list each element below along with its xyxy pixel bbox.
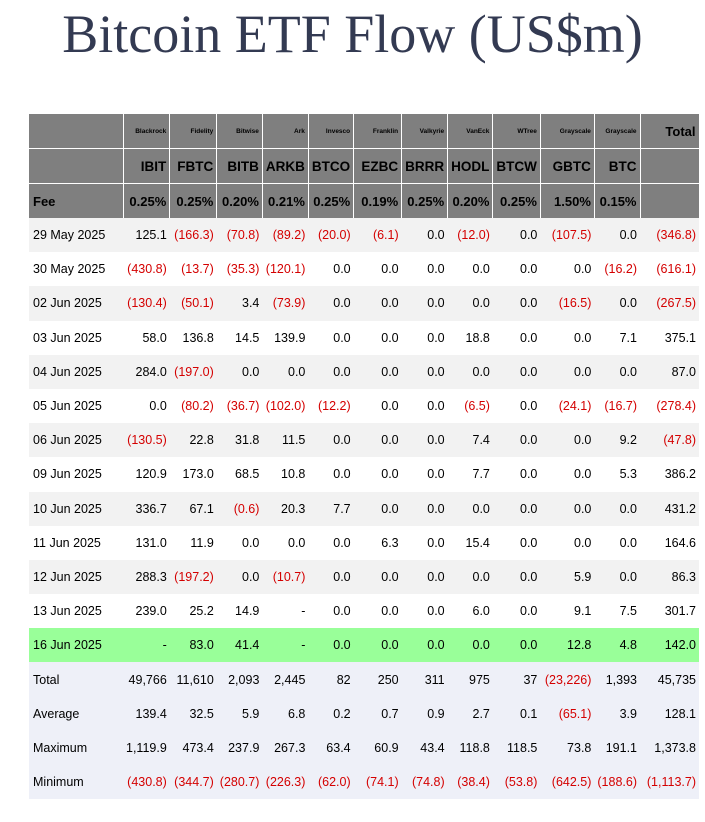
row-total-cell: 431.2: [640, 492, 699, 526]
flow-cell: 0.0: [262, 526, 308, 560]
flow-cell: -: [262, 628, 308, 662]
flow-cell: -: [262, 594, 308, 628]
fee-value: 0.20%: [448, 184, 493, 219]
ticker-total-cell: [640, 149, 699, 184]
summary-cell: (74.1): [354, 765, 402, 799]
flow-cell: 0.0: [493, 355, 541, 389]
table-row: [29, 457, 699, 491]
ticker-symbol: EZBC: [354, 149, 402, 184]
fee-value: 0.25%: [402, 184, 448, 219]
summary-cell: 2,093: [217, 662, 263, 696]
summary-cell: 63.4: [308, 731, 353, 765]
flow-cell: 7.7: [448, 457, 493, 491]
issuer-name: Invesco: [308, 114, 353, 149]
flow-cell: 0.0: [594, 218, 640, 252]
flow-cell: 0.0: [308, 560, 353, 594]
row-total-cell: 164.6: [640, 526, 699, 560]
flow-cell: 0.0: [402, 218, 448, 252]
summary-cell: 0.7: [354, 697, 402, 731]
flow-cell: 0.0: [123, 389, 170, 423]
flow-cell: (130.4): [123, 286, 170, 320]
row-total-cell: (47.8): [640, 423, 699, 457]
flow-cell: (24.1): [540, 389, 594, 423]
summary-row: [29, 662, 699, 696]
ticker-symbol: BITB: [217, 149, 263, 184]
row-date: 12 Jun 2025: [29, 560, 123, 594]
flow-cell: 0.0: [493, 252, 541, 286]
flow-cell: 125.1: [123, 218, 170, 252]
etf-flow-table: [29, 114, 700, 799]
flow-cell: (430.8): [123, 252, 170, 286]
header-corner-cell: [29, 114, 123, 149]
ticker-symbol: BTCW: [493, 149, 541, 184]
flow-cell: 0.0: [262, 355, 308, 389]
summary-cell: 82: [308, 662, 353, 696]
row-date: 06 Jun 2025: [29, 423, 123, 457]
flow-cell: 6.0: [448, 594, 493, 628]
flow-cell: (12.0): [448, 218, 493, 252]
summary-cell: (62.0): [308, 765, 353, 799]
summary-cell: 73.8: [540, 731, 594, 765]
flow-cell: 0.0: [354, 389, 402, 423]
flow-cell: 120.9: [123, 457, 170, 491]
flow-cell: 0.0: [308, 321, 353, 355]
flow-cell: 0.0: [448, 252, 493, 286]
issuer-name: VanEck: [448, 114, 493, 149]
summary-cell: (1,113.7): [640, 765, 699, 799]
ticker-symbol: BRRR: [402, 149, 448, 184]
summary-cell: 5.9: [217, 697, 263, 731]
row-total-cell: 301.7: [640, 594, 699, 628]
flow-cell: 0.0: [540, 457, 594, 491]
summary-cell: 118.8: [448, 731, 493, 765]
summary-cell: (65.1): [540, 697, 594, 731]
flow-cell: (166.3): [170, 218, 217, 252]
row-total-cell: 142.0: [640, 628, 699, 662]
ticker-symbol: BTCO: [308, 149, 353, 184]
flow-cell: 15.4: [448, 526, 493, 560]
flow-cell: 0.0: [594, 286, 640, 320]
summary-cell: 975: [448, 662, 493, 696]
flow-cell: 0.0: [402, 457, 448, 491]
summary-cell: 267.3: [262, 731, 308, 765]
flow-cell: 0.0: [493, 457, 541, 491]
summary-cell: 43.4: [402, 731, 448, 765]
row-date: 02 Jun 2025: [29, 286, 123, 320]
flow-cell: (70.8): [217, 218, 263, 252]
summary-cell: 45,735: [640, 662, 699, 696]
flow-cell: (73.9): [262, 286, 308, 320]
row-date: 16 Jun 2025: [29, 628, 123, 662]
flow-cell: 18.8: [448, 321, 493, 355]
flow-cell: 12.8: [540, 628, 594, 662]
table-row: [29, 423, 699, 457]
issuer-name: Bitwise: [217, 114, 263, 149]
flow-cell: (6.1): [354, 218, 402, 252]
flow-cell: 0.0: [402, 423, 448, 457]
summary-cell: 191.1: [594, 731, 640, 765]
summary-cell: 0.1: [493, 697, 541, 731]
summary-cell: 128.1: [640, 697, 699, 731]
table-row: [29, 218, 699, 252]
flow-cell: 14.5: [217, 321, 263, 355]
flow-cell: (50.1): [170, 286, 217, 320]
flow-cell: 7.5: [594, 594, 640, 628]
row-date: 29 May 2025: [29, 218, 123, 252]
flow-cell: 0.0: [354, 321, 402, 355]
flow-cell: 0.0: [493, 526, 541, 560]
flow-cell: 0.0: [308, 252, 353, 286]
flow-cell: 0.0: [308, 423, 353, 457]
flow-cell: 5.9: [540, 560, 594, 594]
flow-cell: 0.0: [402, 389, 448, 423]
summary-cell: 6.8: [262, 697, 308, 731]
summary-cell: 0.2: [308, 697, 353, 731]
flow-cell: (107.5): [540, 218, 594, 252]
flow-cell: 0.0: [354, 423, 402, 457]
summary-label: Minimum: [29, 765, 123, 799]
flow-cell: (35.3): [217, 252, 263, 286]
summary-cell: 2.7: [448, 697, 493, 731]
summary-cell: (188.6): [594, 765, 640, 799]
summary-cell: 1,373.8: [640, 731, 699, 765]
flow-cell: 131.0: [123, 526, 170, 560]
flow-cell: 239.0: [123, 594, 170, 628]
flow-cell: (0.6): [217, 492, 263, 526]
fee-value: 0.21%: [262, 184, 308, 219]
flow-cell: 7.7: [308, 492, 353, 526]
flow-cell: 0.0: [402, 526, 448, 560]
flow-cell: (36.7): [217, 389, 263, 423]
flow-cell: 4.8: [594, 628, 640, 662]
flow-cell: 0.0: [217, 560, 263, 594]
flow-cell: 139.9: [262, 321, 308, 355]
flow-cell: 0.0: [540, 355, 594, 389]
fee-label: Fee: [29, 184, 123, 219]
flow-cell: 11.5: [262, 423, 308, 457]
flow-cell: (102.0): [262, 389, 308, 423]
flow-cell: 0.0: [354, 252, 402, 286]
flow-cell: 0.0: [308, 594, 353, 628]
flow-cell: 0.0: [493, 423, 541, 457]
flow-cell: 0.0: [402, 628, 448, 662]
flow-cell: 0.0: [402, 492, 448, 526]
flow-cell: 336.7: [123, 492, 170, 526]
flow-cell: 0.0: [540, 252, 594, 286]
fee-value: 0.19%: [354, 184, 402, 219]
flow-cell: (12.2): [308, 389, 353, 423]
summary-cell: (226.3): [262, 765, 308, 799]
flow-cell: 0.0: [448, 355, 493, 389]
table-row-highlighted: [29, 628, 699, 662]
flow-cell: 0.0: [402, 321, 448, 355]
flow-cell: (6.5): [448, 389, 493, 423]
flow-cell: 0.0: [402, 560, 448, 594]
issuer-name: Grayscale: [540, 114, 594, 149]
flow-cell: 41.4: [217, 628, 263, 662]
flow-cell: 0.0: [308, 628, 353, 662]
issuer-name: Franklin: [354, 114, 402, 149]
issuer-name: Blackrock: [123, 114, 170, 149]
ticker-symbol: FBTC: [170, 149, 217, 184]
fee-value: 0.15%: [594, 184, 640, 219]
flow-cell: 136.8: [170, 321, 217, 355]
flow-cell: 25.2: [170, 594, 217, 628]
table-row: [29, 252, 699, 286]
row-date: 09 Jun 2025: [29, 457, 123, 491]
flow-cell: (13.7): [170, 252, 217, 286]
row-total-cell: (278.4): [640, 389, 699, 423]
ticker-symbol: IBIT: [123, 149, 170, 184]
summary-label: Total: [29, 662, 123, 696]
fee-value: 0.25%: [308, 184, 353, 219]
flow-cell: 0.0: [493, 321, 541, 355]
row-date: 10 Jun 2025: [29, 492, 123, 526]
summary-row: [29, 731, 699, 765]
flow-cell: 3.4: [217, 286, 263, 320]
issuer-name: Fidelity: [170, 114, 217, 149]
flow-cell: 0.0: [493, 218, 541, 252]
flow-cell: 22.8: [170, 423, 217, 457]
flow-cell: 0.0: [594, 355, 640, 389]
flow-cell: 83.0: [170, 628, 217, 662]
summary-cell: (38.4): [448, 765, 493, 799]
flow-cell: 0.0: [402, 252, 448, 286]
flow-cell: (80.2): [170, 389, 217, 423]
flow-cell: 0.0: [540, 423, 594, 457]
row-date: 05 Jun 2025: [29, 389, 123, 423]
ticker-header-row: [29, 149, 699, 184]
summary-cell: 473.4: [170, 731, 217, 765]
flow-cell: (16.5): [540, 286, 594, 320]
fee-value: 1.50%: [540, 184, 594, 219]
flow-cell: (10.7): [262, 560, 308, 594]
summary-cell: 32.5: [170, 697, 217, 731]
summary-cell: 311: [402, 662, 448, 696]
ticker-symbol: GBTC: [540, 149, 594, 184]
table-row: [29, 560, 699, 594]
flow-cell: 10.8: [262, 457, 308, 491]
summary-row: [29, 697, 699, 731]
flow-cell: 0.0: [354, 355, 402, 389]
flow-cell: 0.0: [594, 492, 640, 526]
flow-cell: (197.2): [170, 560, 217, 594]
total-column-header: Total: [640, 114, 699, 149]
summary-cell: 237.9: [217, 731, 263, 765]
summary-label: Average: [29, 697, 123, 731]
flow-cell: 0.0: [493, 492, 541, 526]
flow-cell: 0.0: [308, 355, 353, 389]
ticker-symbol: HODL: [448, 149, 493, 184]
flow-cell: 9.2: [594, 423, 640, 457]
flow-cell: 20.3: [262, 492, 308, 526]
flow-cell: 0.0: [493, 389, 541, 423]
ticker-symbol: ARKB: [262, 149, 308, 184]
summary-cell: (74.8): [402, 765, 448, 799]
flow-cell: 0.0: [354, 594, 402, 628]
flow-cell: 0.0: [354, 286, 402, 320]
fee-total-cell: [640, 184, 699, 219]
flow-cell: 0.0: [594, 526, 640, 560]
flow-cell: 0.0: [493, 628, 541, 662]
issuer-name: Grayscale: [594, 114, 640, 149]
flow-cell: 0.0: [217, 526, 263, 560]
flow-cell: (20.0): [308, 218, 353, 252]
flow-cell: 0.0: [448, 286, 493, 320]
row-total-cell: 375.1: [640, 321, 699, 355]
fee-value: 0.20%: [217, 184, 263, 219]
flow-cell: 0.0: [354, 457, 402, 491]
flow-cell: (130.5): [123, 423, 170, 457]
fee-value: 0.25%: [170, 184, 217, 219]
issuer-name: Valkyrie: [402, 114, 448, 149]
flow-cell: 0.0: [308, 457, 353, 491]
summary-cell: 49,766: [123, 662, 170, 696]
summary-cell: 118.5: [493, 731, 541, 765]
issuer-header-row: [29, 114, 699, 149]
flow-cell: 9.1: [540, 594, 594, 628]
flow-cell: 0.0: [354, 492, 402, 526]
summary-cell: 3.9: [594, 697, 640, 731]
row-date: 03 Jun 2025: [29, 321, 123, 355]
flow-cell: 0.0: [493, 286, 541, 320]
flow-cell: 0.0: [540, 321, 594, 355]
row-total-cell: 86.3: [640, 560, 699, 594]
flow-cell: 11.9: [170, 526, 217, 560]
row-total-cell: 386.2: [640, 457, 699, 491]
flow-cell: 284.0: [123, 355, 170, 389]
summary-cell: 1,119.9: [123, 731, 170, 765]
summary-cell: 139.4: [123, 697, 170, 731]
ticker-symbol: BTC: [594, 149, 640, 184]
summary-row: [29, 765, 699, 799]
row-total-cell: 87.0: [640, 355, 699, 389]
page-title: Bitcoin ETF Flow (US$m): [62, 4, 643, 64]
flow-cell: (16.2): [594, 252, 640, 286]
flow-cell: 0.0: [402, 355, 448, 389]
flow-cell: 58.0: [123, 321, 170, 355]
flow-cell: 0.0: [354, 560, 402, 594]
flow-cell: 0.0: [402, 286, 448, 320]
summary-cell: 2,445: [262, 662, 308, 696]
summary-cell: (344.7): [170, 765, 217, 799]
flow-cell: 5.3: [594, 457, 640, 491]
flow-cell: 7.1: [594, 321, 640, 355]
flow-cell: 0.0: [448, 492, 493, 526]
flow-cell: 0.0: [448, 560, 493, 594]
table-row: [29, 492, 699, 526]
flow-cell: 68.5: [217, 457, 263, 491]
summary-cell: (53.8): [493, 765, 541, 799]
flow-cell: 0.0: [540, 526, 594, 560]
ticker-corner-cell: [29, 149, 123, 184]
flow-cell: (16.7): [594, 389, 640, 423]
flow-cell: (120.1): [262, 252, 308, 286]
row-total-cell: (267.5): [640, 286, 699, 320]
flow-cell: 0.0: [448, 628, 493, 662]
fee-value: 0.25%: [123, 184, 170, 219]
issuer-name: Ark: [262, 114, 308, 149]
flow-cell: 173.0: [170, 457, 217, 491]
row-total-cell: (616.1): [640, 252, 699, 286]
summary-cell: (280.7): [217, 765, 263, 799]
summary-cell: 60.9: [354, 731, 402, 765]
row-date: 30 May 2025: [29, 252, 123, 286]
table-row: [29, 355, 699, 389]
row-date: 13 Jun 2025: [29, 594, 123, 628]
flow-cell: 0.0: [217, 355, 263, 389]
summary-cell: 11,610: [170, 662, 217, 696]
flow-cell: 6.3: [354, 526, 402, 560]
flow-cell: -: [123, 628, 170, 662]
row-date: 04 Jun 2025: [29, 355, 123, 389]
flow-cell: (89.2): [262, 218, 308, 252]
table-row: [29, 389, 699, 423]
summary-cell: 37: [493, 662, 541, 696]
summary-cell: 1,393: [594, 662, 640, 696]
summary-label: Maximum: [29, 731, 123, 765]
flow-cell: 7.4: [448, 423, 493, 457]
summary-cell: (642.5): [540, 765, 594, 799]
summary-cell: 0.9: [402, 697, 448, 731]
flow-cell: 31.8: [217, 423, 263, 457]
summary-cell: (430.8): [123, 765, 170, 799]
flow-cell: 288.3: [123, 560, 170, 594]
flow-cell: 14.9: [217, 594, 263, 628]
flow-cell: 0.0: [493, 560, 541, 594]
flow-cell: 0.0: [402, 594, 448, 628]
flow-cell: 67.1: [170, 492, 217, 526]
summary-cell: 250: [354, 662, 402, 696]
table-row: [29, 594, 699, 628]
table-row: [29, 321, 699, 355]
flow-cell: (197.0): [170, 355, 217, 389]
flow-cell: 0.0: [594, 560, 640, 594]
fee-value: 0.25%: [493, 184, 541, 219]
row-total-cell: (346.8): [640, 218, 699, 252]
flow-cell: 0.0: [493, 594, 541, 628]
row-date: 11 Jun 2025: [29, 526, 123, 560]
table-row: [29, 286, 699, 320]
flow-cell: 0.0: [354, 628, 402, 662]
summary-cell: (23,226): [540, 662, 594, 696]
issuer-name: WTree: [493, 114, 541, 149]
flow-cell: 0.0: [540, 492, 594, 526]
table-row: [29, 526, 699, 560]
fee-header-row: [29, 184, 699, 219]
flow-cell: 0.0: [308, 286, 353, 320]
flow-cell: 0.0: [308, 526, 353, 560]
